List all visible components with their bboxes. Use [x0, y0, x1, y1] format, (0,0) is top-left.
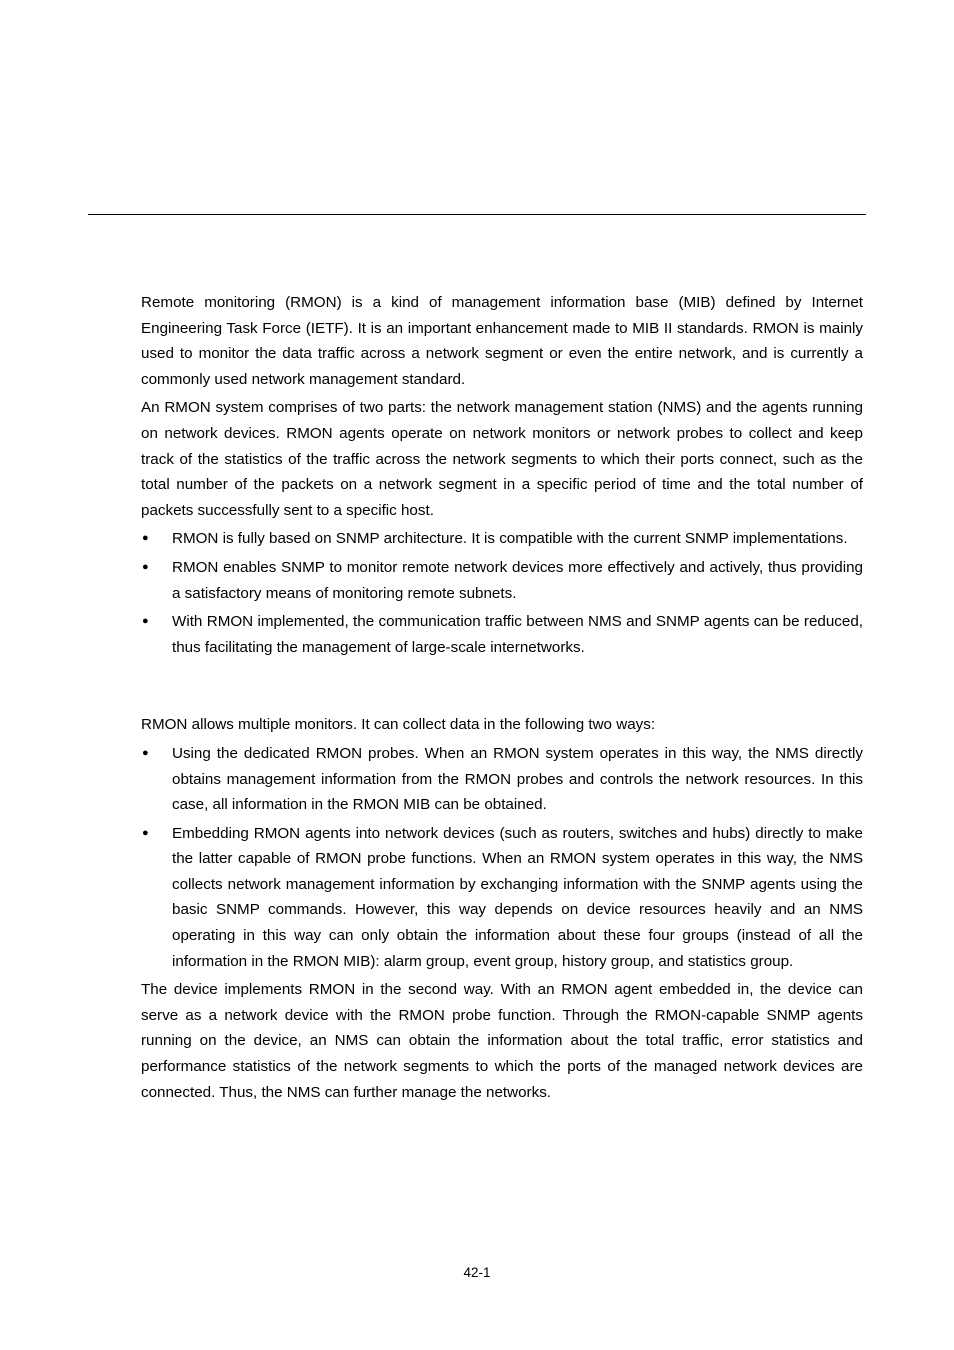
list-item — [141, 526, 863, 552]
list-item — [141, 555, 863, 606]
list-item-text: RMON is fully based on SNMP architecture. It is compatible with the current SNMP implementations. — [172, 530, 848, 548]
document-body — [141, 290, 863, 1108]
paragraph: RMON allows multiple monitors. It can collect data in the following two ways: — [141, 716, 656, 734]
bullet-icon: ● — [142, 615, 149, 628]
list-item — [141, 821, 863, 975]
list-item-text: RMON enables SNMP to monitor remote network devices more effectively and actively, thus providing a satisfactory means of monitoring remote subnets. — [172, 558, 863, 602]
bullet-list — [141, 741, 863, 974]
bullet-list — [141, 526, 863, 660]
list-item-text: Embedding RMON agents into network devices (such as routers, switches and hubs) directly to make the latter capable of RMON probe functions. When an RMON system operates in this way, the NMS collects network management information by exchanging information with the SNMP agents using the basic SNMP commands. However, this way depends on device resources heavily and an NMS operating in this way can only obtain the information about these four groups (instead of all the information in the RMON MIB): alarm group, event group, history group, and statistics group. — [172, 824, 863, 970]
bullet-icon: ● — [142, 826, 149, 839]
list-item-text: With RMON implemented, the communication traffic between NMS and SNMP agents can be reduced, thus facilitating the management of large-scale internetworks. — [172, 613, 863, 656]
bullet-icon: ● — [142, 532, 149, 545]
paragraph: Remote monitoring (RMON) is a kind of management information base (MIB) defined by Internet Engineering Task Force (IETF). It is an important enhancement made to MIB II standards. RMON is mainly used to monitor the data traffic across a network segment or even the entire network, and is currently a commonly used network management standard. — [141, 294, 863, 388]
bullet-icon: ● — [142, 746, 149, 759]
paragraph: The device implements RMON in the second way. With an RMON agent embedded in, the device can serve as a network device with the RMON probe function. Through the RMON-capable SNMP agents running on the device, an NMS can obtain the information about the total traffic, error statistics and performance statistics of the network segments to which the ports of the managed network devices are connected. Thus, the NMS can further manage the networks. — [141, 981, 863, 1101]
paragraph: An RMON system comprises of two parts: the network management station (NMS) and the agents running on network devices. RMON agents operate on network monitors or network probes to collect and keep track of the statistics of the traffic across the network segments to which their ports connect, such as the total number of the packets on a network segment in a specific period of time and the total number of packets successfully sent to a specific host. — [141, 399, 863, 519]
page-number: 42-1 — [463, 1265, 491, 1280]
list-item-text: Using the dedicated RMON probes. When an RMON system operates in this way, the NMS directly obtains management information from the RMON probes and controls the network resources. In this case, all information in the RMON MIB can be obtained. — [172, 744, 863, 814]
section-spacer — [141, 663, 863, 712]
header-rule — [88, 214, 866, 215]
bullet-icon: ● — [142, 560, 149, 573]
list-item — [141, 609, 863, 660]
list-item — [141, 741, 863, 818]
